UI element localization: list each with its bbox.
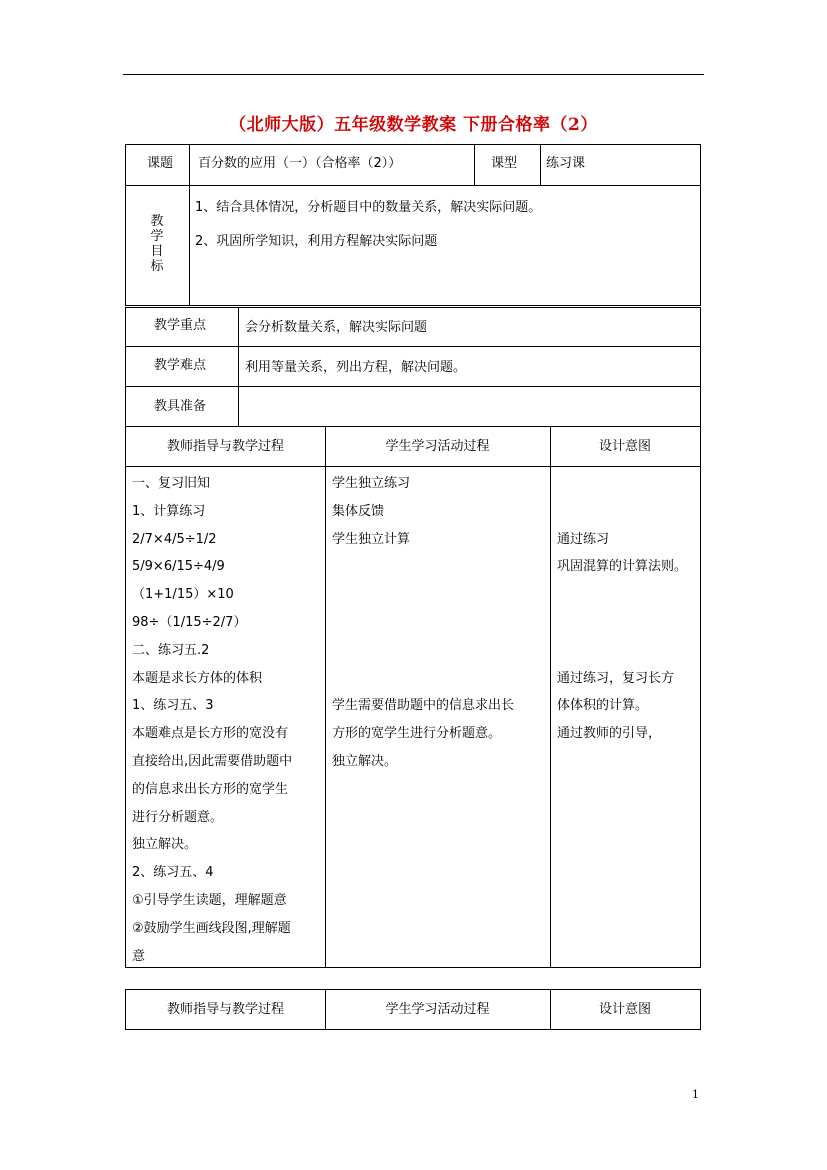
materials-row — [125, 386, 701, 427]
process-line: 集体反馈 — [332, 503, 385, 519]
page-title: （北师大版）五年级数学教案 下册合格率（2） — [229, 115, 598, 135]
process-line: 学生独立练习 — [332, 476, 411, 491]
process-line — [557, 470, 699, 498]
process-line — [557, 637, 699, 665]
process-line: 学生需要借助题中的信息求出长 — [332, 698, 515, 714]
process-line: 意 — [132, 948, 146, 964]
header-rule — [123, 74, 704, 75]
student-column-header-repeat: 学生学习活动过程 — [385, 1002, 490, 1017]
process-line: 的信息求出长方形的宽学生 — [132, 781, 289, 797]
teacher-process-list — [132, 470, 324, 970]
process-line — [332, 637, 547, 665]
difficulty-value: 利用等量关系，列出方程，解决问题。 — [245, 360, 467, 375]
page-number: 1 — [692, 1088, 699, 1101]
process-line: 独立解决。 — [332, 753, 398, 769]
process-line — [332, 665, 547, 693]
key-point-label: 教学重点 — [154, 318, 207, 333]
process-line: 本题是求长方体的体积 — [132, 670, 263, 686]
objectives-row — [125, 185, 701, 306]
process-line: 1、计算练习 — [132, 503, 206, 519]
process-line: 直接给出,因此需要借助题中 — [132, 753, 293, 769]
topic-value: 百分数的应用（一）（合格率（2）） — [198, 156, 402, 171]
process-line: 通过练习 — [557, 531, 610, 547]
objective-2: 2、巩固所学知识，利用方程解决实际问题 — [195, 234, 438, 249]
teacher-column-header-repeat: 教师指导与教学过程 — [166, 1002, 284, 1017]
process-line: 独立解决。 — [132, 837, 198, 853]
student-activity-list — [332, 470, 547, 776]
process-line: 进行分析题意。 — [132, 809, 224, 825]
process-line: 学生独立计算 — [332, 531, 411, 547]
process-line: ②鼓励学生画线段图,理解题 — [132, 920, 291, 936]
topic-row — [125, 144, 701, 186]
process-line: 巩固混算的计算法则。 — [557, 559, 688, 575]
objectives-label: 教学目标 — [150, 214, 164, 274]
process-header-row — [125, 426, 701, 467]
topic-label: 课题 — [147, 156, 174, 171]
student-column-header: 学生学习活动过程 — [385, 439, 490, 454]
process-content-row — [125, 466, 701, 968]
process-line: ①引导学生读题，理解题意 — [132, 892, 287, 908]
key-point-row — [125, 307, 701, 347]
process-line: 二、练习五.2 — [132, 642, 210, 658]
process-line: 本题难点是长方形的宽没有 — [132, 726, 289, 742]
difficulty-row — [125, 346, 701, 387]
difficulty-label: 教学难点 — [154, 358, 207, 373]
process-line: 方形的宽学生进行分析题意。 — [332, 726, 502, 742]
design-intent-list — [557, 470, 699, 748]
objective-1: 1、结合具体情况，分析题目中的数量关系，解决实际问题。 — [195, 200, 542, 215]
process-line: 体体积的计算。 — [557, 698, 649, 714]
lesson-type-label: 课型 — [491, 156, 518, 171]
process-line — [332, 609, 547, 637]
process-line: 2、练习五、4 — [132, 865, 214, 881]
process-line — [332, 581, 547, 609]
teacher-column-header: 教师指导与教学过程 — [166, 439, 284, 454]
lesson-type-value: 练习课 — [546, 156, 586, 171]
process-line: （1+1/15）×10 — [132, 587, 234, 603]
process-line: 通过练习，复习长方 — [557, 670, 675, 686]
process-line: 5/9×6/15÷4/9 — [132, 559, 225, 575]
process-line — [557, 498, 699, 526]
process-line: 2/7×4/5÷1/2 — [132, 531, 217, 547]
process-line: 1、练习五、3 — [132, 698, 214, 714]
design-column-header: 设计意图 — [598, 439, 651, 454]
process-header-row-repeat — [125, 989, 701, 1030]
process-line: 98÷（1/15÷2/7） — [132, 614, 247, 630]
key-point-value: 会分析数量关系，解决实际问题 — [245, 320, 428, 335]
process-line — [332, 553, 547, 581]
process-line — [557, 581, 699, 609]
process-line: 通过教师的引导， — [557, 726, 662, 742]
process-line: 一、复习旧知 — [132, 476, 211, 491]
materials-label: 教具准备 — [154, 399, 207, 414]
process-line — [557, 609, 699, 637]
design-column-header-repeat: 设计意图 — [598, 1002, 651, 1017]
